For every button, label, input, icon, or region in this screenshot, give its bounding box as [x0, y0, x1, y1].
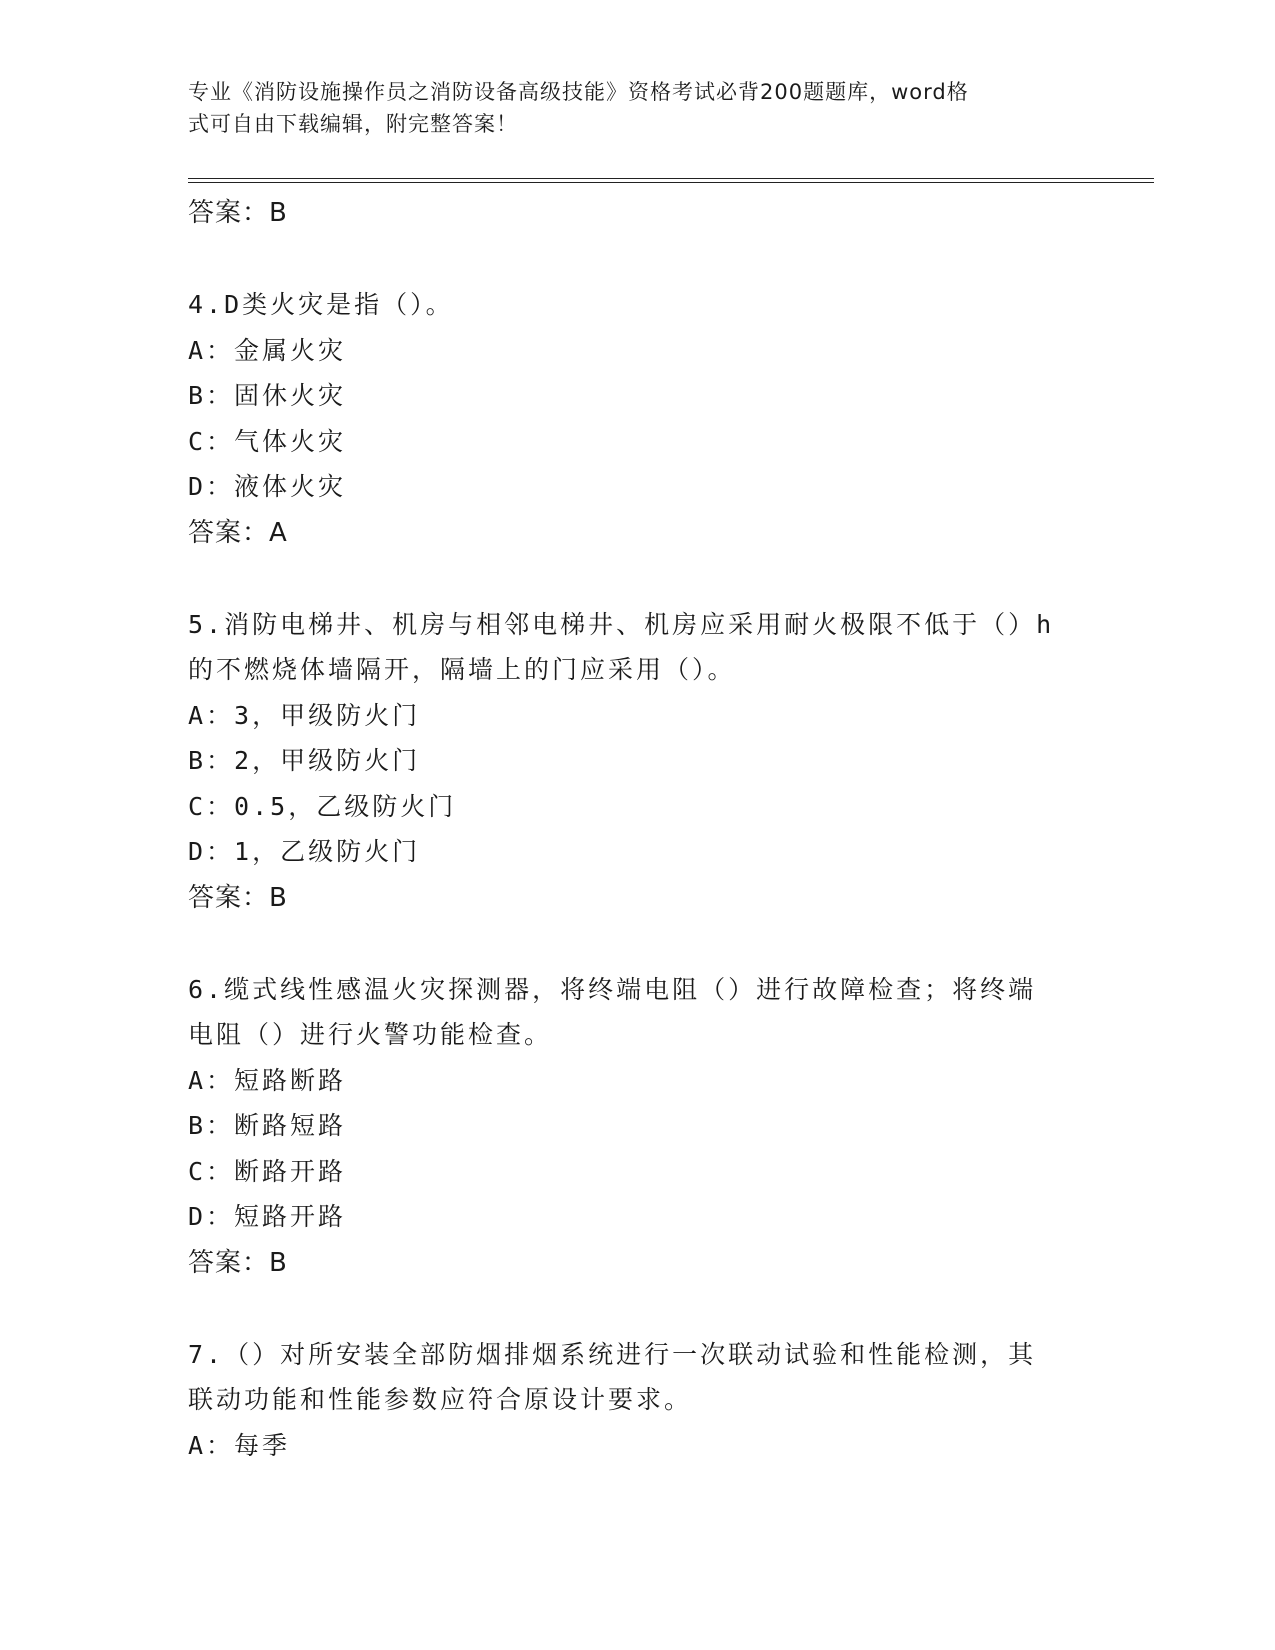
- option-a: A：每季: [188, 1430, 291, 1460]
- header-line-1: 专业《消防设施操作员之消防设备高级技能》资格考试必背200题题库，word格: [188, 80, 969, 104]
- answer-line: 答案：A: [188, 517, 288, 548]
- option-c: C：断路开路: [188, 1156, 347, 1186]
- question-4: [188, 282, 1088, 556]
- option-b: B：断路短路: [188, 1111, 347, 1140]
- question-stem: 4.D类火灾是指（）。: [188, 290, 454, 319]
- question-stem: 联动功能和性能参数应符合原设计要求。: [188, 1385, 693, 1414]
- question-stem: 电阻（）进行火警功能检查。: [188, 1020, 553, 1049]
- previous-answer: 答案：B: [188, 198, 288, 228]
- header-line-2: 式可自由下载编辑，附完整答案！: [188, 112, 518, 136]
- answer-line: 答案：B: [188, 882, 288, 913]
- header-divider: [188, 178, 1154, 183]
- question-stem: 6.缆式线性感温火灾探测器，将终端电阻（）进行故障检查；将终端: [188, 974, 1037, 1004]
- question-6: [188, 967, 1088, 1286]
- option-b: B：2，甲级防火门: [188, 746, 421, 775]
- option-d: D：1，乙级防火门: [188, 837, 421, 866]
- option-d: D：短路开路: [188, 1202, 347, 1231]
- option-a: A：3，甲级防火门: [188, 700, 421, 730]
- question-stem: 5.消防电梯井、机房与相邻电梯井、机房应采用耐火极限不低于（）h: [188, 609, 1055, 639]
- document-header: [188, 76, 1068, 140]
- answer-line: 答案：B: [188, 1247, 288, 1278]
- option-c: C：气体火灾: [188, 426, 347, 456]
- question-stem: 的不燃烧体墙隔开，隔墙上的门应采用（）。: [188, 655, 736, 684]
- option-b: B：固休火灾: [188, 381, 347, 410]
- question-7: [188, 1332, 1088, 1469]
- option-a: A：金属火灾: [188, 335, 347, 365]
- option-d: D：液体火灾: [188, 472, 347, 501]
- option-a: A：短路断路: [188, 1065, 347, 1095]
- question-list: [188, 190, 1088, 1468]
- question-stem: 7.（）对所安装全部防烟排烟系统进行一次联动试验和性能检测，其: [188, 1339, 1037, 1369]
- question-5: [188, 602, 1088, 921]
- option-c: C：0.5，乙级防火门: [188, 791, 457, 821]
